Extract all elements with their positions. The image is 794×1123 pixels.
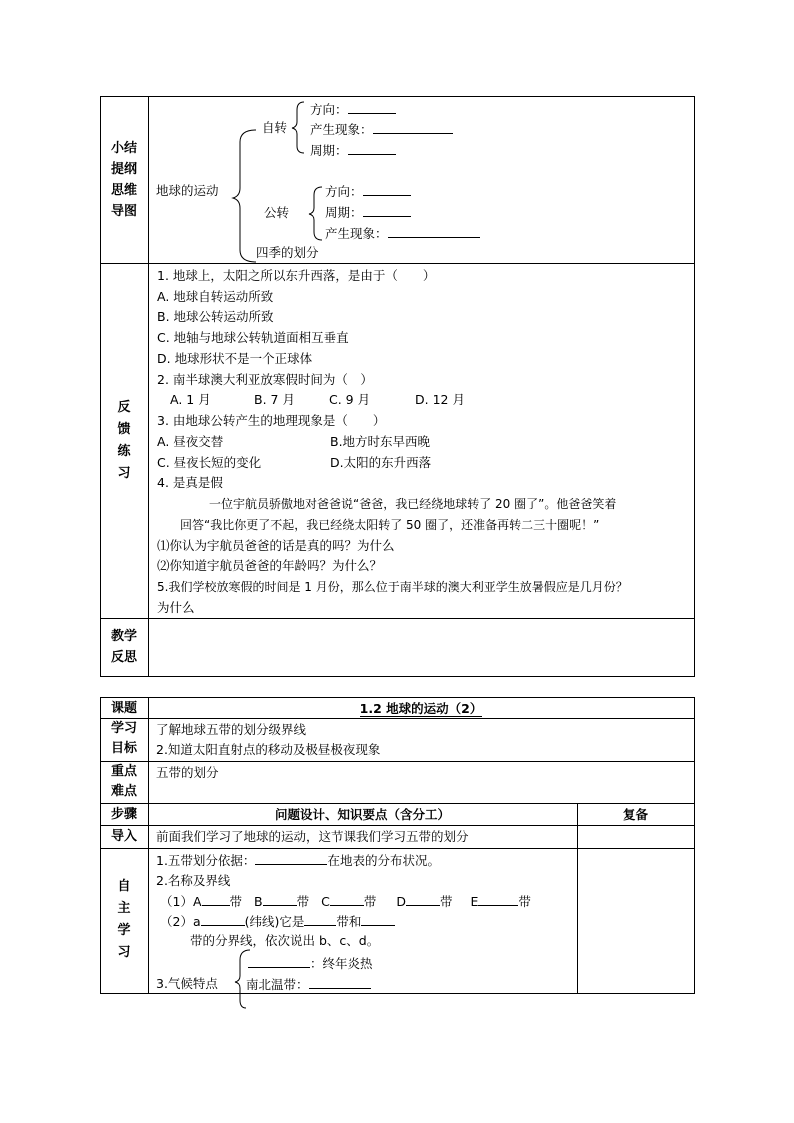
intro-content: 前面我们学习了地球的运动，这节课我们学习五带的划分 bbox=[156, 829, 469, 844]
revolution-seasons: 四季的划分 bbox=[256, 245, 319, 260]
q5-line2: 为什么 bbox=[157, 600, 195, 615]
goal-1: 了解地球五带的划分级界线 bbox=[156, 722, 307, 737]
q3-option-c: C. 昼夜长短的变化 bbox=[157, 455, 262, 470]
climate-hot: ：终年炎热 bbox=[248, 955, 373, 972]
self-study-2-1: （1）A 带 B 带 C 带 D 带 E 带 bbox=[160, 894, 531, 909]
revolution-title: 公转 bbox=[264, 205, 290, 220]
revolution-period: 周期： bbox=[325, 204, 411, 221]
q2-option-d: D. 12 月 bbox=[415, 392, 465, 407]
mindmap-root: 地球的运动 bbox=[156, 183, 219, 198]
key-label: 重点 难点 bbox=[110, 764, 137, 799]
q1-option-c: C. 地轴与地球公转轨道面相互垂直 bbox=[157, 330, 349, 345]
q5-line1: 5.我们学校放寒假的时间是 1 月份，那么位于南半球的澳大利亚学生放暑假应是几月份？ bbox=[157, 580, 628, 594]
rotation-direction: 方向： bbox=[310, 101, 396, 118]
intro-label: 导入 bbox=[110, 829, 137, 844]
q2-option-a: A. 1 月 bbox=[170, 392, 211, 407]
rotation-period: 周期： bbox=[310, 142, 396, 159]
q3: 3. 由地球公转产生的地理现象是（ ） bbox=[157, 413, 386, 428]
rotation-title: 自转 bbox=[262, 120, 288, 135]
q4-story-line2: 回答“我比你更了不起，我已经绕太阳转了 50 圈了，还准备再转二三十圈呢！” bbox=[180, 518, 600, 532]
self-study-2-2: （2）a (纬线)它是 带和 bbox=[160, 913, 395, 930]
q1-option-b: B. 地球公转运动所致 bbox=[157, 309, 274, 324]
climate-temperate: 南北温带： bbox=[246, 976, 371, 993]
rotation-phenomenon: 产生现象： bbox=[310, 121, 453, 138]
q4-story-line1: 一位宇航员骄傲地对爸爸说“爸爸，我已经绕地球转了 20 圈了”。他爸爸笑着 bbox=[209, 497, 617, 511]
q2: 2. 南半球澳大利亚放寒假时间为（ ） bbox=[157, 372, 373, 387]
summary-label: 小结 提纲 思维 导图 bbox=[110, 141, 137, 219]
goals-label: 学习 目标 bbox=[110, 721, 137, 756]
climate-label: 3.气候特点 bbox=[156, 976, 218, 991]
q3-option-b: B.地方时东早西晚 bbox=[330, 434, 431, 449]
q4-sub1: ⑴你认为宇航员爸爸的话是真的吗？为什么 bbox=[157, 538, 395, 553]
q2-option-b: B. 7 月 bbox=[254, 392, 295, 407]
q3-option-d: D.太阳的东升西落 bbox=[330, 455, 432, 470]
q1: 1. 地球上，太阳之所以东升西落，是由于（ ） bbox=[157, 268, 436, 283]
q4-sub2: ⑵你知道宇航员爸爸的年龄吗？为什么？ bbox=[157, 558, 383, 573]
q4: 4. 是真是假 bbox=[157, 475, 223, 490]
revolution-direction: 方向： bbox=[325, 183, 411, 200]
revolution-phenomenon: 产生现象： bbox=[325, 225, 480, 242]
key-content: 五带的划分 bbox=[156, 765, 219, 780]
review-header: 复备 bbox=[622, 807, 648, 822]
topic-title: 1.2 地球的运动（2） bbox=[359, 701, 483, 716]
self-study-label: 自 主 学 习 bbox=[117, 879, 131, 960]
topic-label: 课题 bbox=[110, 701, 137, 716]
goal-2: 2.知道太阳直射点的移动及极昼极夜现象 bbox=[156, 742, 381, 757]
self-study-2: 2.名称及界线 bbox=[156, 873, 231, 888]
self-study-2-2-cont: 带的分界线，依次说出 b、c、d。 bbox=[190, 933, 380, 948]
steps-label: 步骤 bbox=[110, 807, 137, 822]
design-header: 问题设计、知识要点（含分工） bbox=[274, 807, 450, 822]
q1-option-a: A. 地球自转运动所致 bbox=[157, 289, 274, 304]
q2-option-c: C. 9 月 bbox=[329, 392, 371, 407]
q3-option-a: A. 昼夜交替 bbox=[157, 434, 224, 449]
self-study-1: 1.五带划分依据： 在地表的分布状况。 bbox=[156, 853, 440, 868]
q1-option-d: D. 地球形状不是一个正球体 bbox=[157, 351, 313, 366]
reflection-label: 教学 反思 bbox=[110, 629, 137, 665]
feedback-label: 反 馈 练 习 bbox=[117, 400, 131, 481]
